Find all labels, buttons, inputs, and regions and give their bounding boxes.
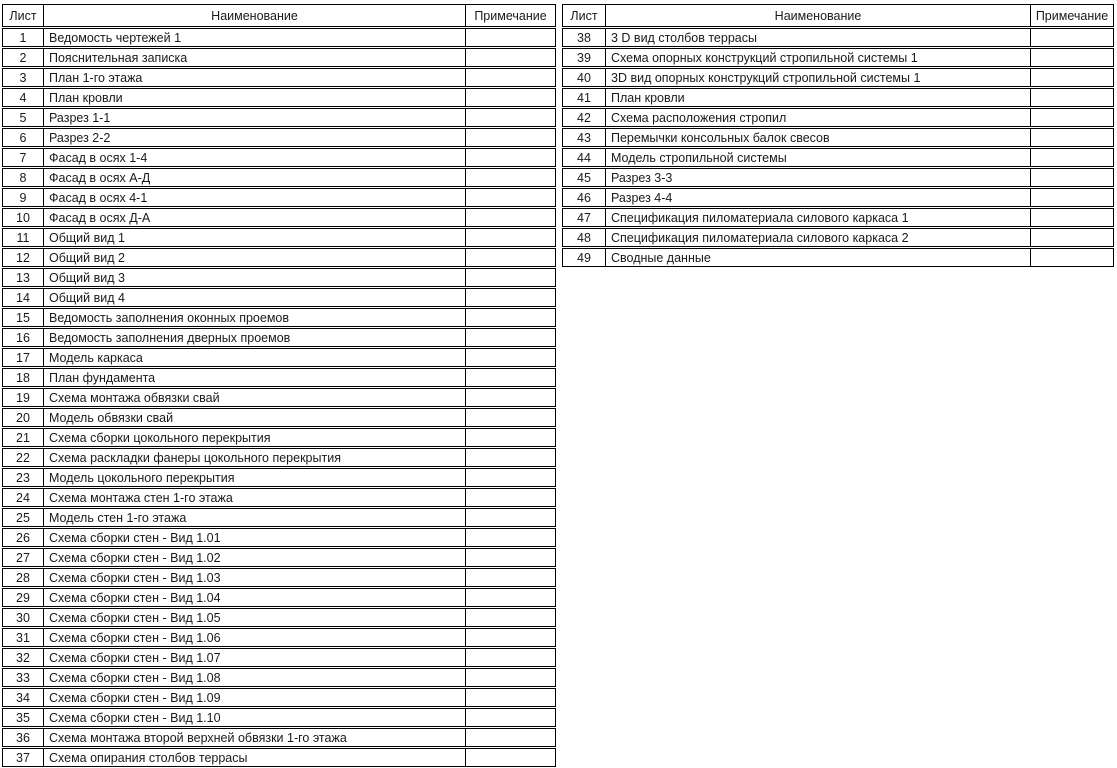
table-row: [2, 728, 556, 747]
sheet-name-cell: Схема сборки стен - Вид 1.04: [44, 588, 466, 607]
sheet-note-cell: [466, 88, 556, 107]
sheet-number-cell: 22: [2, 448, 44, 467]
sheet-name-cell: Модель стропильной системы: [606, 148, 1031, 167]
sheet-number-cell: 4: [2, 88, 44, 107]
sheet-note-cell: [466, 548, 556, 567]
sheet-name-cell: Общий вид 1: [44, 228, 466, 247]
sheet-note-cell: [466, 108, 556, 127]
sheet-number-cell: 25: [2, 508, 44, 527]
table-row: [2, 388, 556, 407]
sheet-name-cell: Модель стен 1-го этажа: [44, 508, 466, 527]
sheet-note-cell: [466, 648, 556, 667]
table-row: [2, 588, 556, 607]
sheet-note-cell: [1031, 108, 1114, 127]
table-row: [562, 248, 1114, 267]
table-row: [2, 648, 556, 667]
sheet-note-cell: [466, 608, 556, 627]
sheet-number-cell: 37: [2, 748, 44, 767]
sheet-note-cell: [466, 688, 556, 707]
sheet-note-cell: [466, 128, 556, 147]
sheet-note-cell: [466, 428, 556, 447]
sheet-name-cell: 3 D вид столбов террасы: [606, 28, 1031, 47]
sheet-note-cell: [1031, 188, 1114, 207]
table-row: [2, 208, 556, 227]
sheet-name-cell: Модель каркаса: [44, 348, 466, 367]
sheet-note-cell: [466, 508, 556, 527]
sheet-note-cell: [466, 488, 556, 507]
sheet-name-cell: Сводные данные: [606, 248, 1031, 267]
table-row: [562, 188, 1114, 207]
sheet-note-cell: [1031, 248, 1114, 267]
sheet-name-cell: Схема опорных конструкций стропильной системы 1: [606, 48, 1031, 67]
sheet-name-cell: Разрез 1-1: [44, 108, 466, 127]
table-row: [2, 668, 556, 687]
table-row: [562, 128, 1114, 147]
sheet-number-cell: 18: [2, 368, 44, 387]
sheet-name-cell: Модель обвязки свай: [44, 408, 466, 427]
sheet-number-cell: 12: [2, 248, 44, 267]
sheet-note-cell: [466, 368, 556, 387]
table-row: [2, 328, 556, 347]
sheet-number-cell: 20: [2, 408, 44, 427]
table-row: [2, 68, 556, 87]
column-header-note: Примечание: [466, 4, 556, 27]
sheet-number-cell: 19: [2, 388, 44, 407]
sheet-name-cell: Схема опирания столбов террасы: [44, 748, 466, 767]
sheet-name-cell: Ведомость заполнения оконных проемов: [44, 308, 466, 327]
column-header-sheet: Лист: [2, 4, 44, 27]
sheet-number-cell: 16: [2, 328, 44, 347]
sheet-note-cell: [466, 348, 556, 367]
sheet-name-cell: План 1-го этажа: [44, 68, 466, 87]
table-row: [2, 248, 556, 267]
sheet-name-cell: Фасад в осях Д-А: [44, 208, 466, 227]
sheet-number-cell: 38: [562, 28, 606, 47]
table-row: [2, 228, 556, 247]
sheet-note-cell: [466, 228, 556, 247]
sheet-number-cell: 44: [562, 148, 606, 167]
sheet-name-cell: Схема сборки цокольного перекрытия: [44, 428, 466, 447]
sheet-name-cell: Схема сборки стен - Вид 1.03: [44, 568, 466, 587]
sheet-note-cell: [466, 148, 556, 167]
table-row: [2, 88, 556, 107]
table-row: [562, 108, 1114, 127]
table-row: [562, 28, 1114, 47]
sheet-name-cell: Ведомость чертежей 1: [44, 28, 466, 47]
sheet-note-cell: [466, 728, 556, 747]
sheet-note-cell: [466, 328, 556, 347]
sheet-name-cell: Разрез 2-2: [44, 128, 466, 147]
sheet-name-cell: Схема сборки стен - Вид 1.07: [44, 648, 466, 667]
sheet-note-cell: [466, 668, 556, 687]
sheet-note-cell: [466, 748, 556, 767]
table-row: [2, 108, 556, 127]
sheet-number-cell: 48: [562, 228, 606, 247]
sheet-name-cell: План фундамента: [44, 368, 466, 387]
table-row: [2, 148, 556, 167]
sheet-number-cell: 27: [2, 548, 44, 567]
sheet-number-cell: 33: [2, 668, 44, 687]
sheet-name-cell: Ведомость заполнения дверных проемов: [44, 328, 466, 347]
table-header-row: [562, 4, 1114, 27]
table-row: [2, 708, 556, 727]
sheet-list-table-right: [562, 4, 1114, 268]
sheet-name-cell: Спецификация пиломатериала силового каркаса 1: [606, 208, 1031, 227]
table-row: [2, 548, 556, 567]
column-header-sheet: Лист: [562, 4, 606, 27]
table-row: [2, 428, 556, 447]
table-row: [562, 228, 1114, 247]
sheet-name-cell: Схема сборки стен - Вид 1.05: [44, 608, 466, 627]
sheet-note-cell: [466, 408, 556, 427]
sheet-number-cell: 14: [2, 288, 44, 307]
sheet-number-cell: 42: [562, 108, 606, 127]
table-row: [2, 448, 556, 467]
sheet-name-cell: Схема сборки стен - Вид 1.06: [44, 628, 466, 647]
sheet-number-cell: 31: [2, 628, 44, 647]
sheet-note-cell: [1031, 88, 1114, 107]
sheet-note-cell: [466, 48, 556, 67]
sheet-number-cell: 28: [2, 568, 44, 587]
sheet-note-cell: [1031, 28, 1114, 47]
sheet-name-cell: Общий вид 2: [44, 248, 466, 267]
table-row: [562, 48, 1114, 67]
sheet-note-cell: [466, 708, 556, 727]
table-row: [562, 148, 1114, 167]
sheet-number-cell: 47: [562, 208, 606, 227]
sheet-number-cell: 39: [562, 48, 606, 67]
sheet-name-cell: Схема монтажа стен 1-го этажа: [44, 488, 466, 507]
column-header-note: Примечание: [1031, 4, 1114, 27]
sheet-name-cell: Схема монтажа обвязки свай: [44, 388, 466, 407]
sheet-name-cell: Пояснительная записка: [44, 48, 466, 67]
column-header-name: Наименование: [44, 4, 466, 27]
sheet-number-cell: 8: [2, 168, 44, 187]
sheet-name-cell: Схема сборки стен - Вид 1.01: [44, 528, 466, 547]
sheet-name-cell: Схема сборки стен - Вид 1.02: [44, 548, 466, 567]
table-row: [2, 348, 556, 367]
sheet-note-cell: [1031, 208, 1114, 227]
sheet-number-cell: 9: [2, 188, 44, 207]
table-row: [2, 608, 556, 627]
table-row: [2, 288, 556, 307]
table-row: [2, 468, 556, 487]
table-row: [2, 188, 556, 207]
table-row: [2, 308, 556, 327]
table-row: [2, 488, 556, 507]
sheet-number-cell: 1: [2, 28, 44, 47]
sheet-name-cell: Общий вид 4: [44, 288, 466, 307]
table-row: [562, 68, 1114, 87]
sheet-name-cell: Фасад в осях 4-1: [44, 188, 466, 207]
sheet-note-cell: [466, 588, 556, 607]
sheet-note-cell: [466, 188, 556, 207]
sheet-number-cell: 2: [2, 48, 44, 67]
sheet-number-cell: 15: [2, 308, 44, 327]
sheet-number-cell: 35: [2, 708, 44, 727]
sheet-number-cell: 17: [2, 348, 44, 367]
sheet-note-cell: [1031, 128, 1114, 147]
sheet-number-cell: 6: [2, 128, 44, 147]
table-row: [2, 268, 556, 287]
table-row: [2, 628, 556, 647]
sheet-name-cell: Схема сборки стен - Вид 1.09: [44, 688, 466, 707]
sheet-number-cell: 3: [2, 68, 44, 87]
sheet-name-cell: Разрез 3-3: [606, 168, 1031, 187]
sheet-number-cell: 49: [562, 248, 606, 267]
table-row: [2, 528, 556, 547]
sheet-number-cell: 26: [2, 528, 44, 547]
sheet-name-cell: Общий вид 3: [44, 268, 466, 287]
sheet-name-cell: Модель цокольного перекрытия: [44, 468, 466, 487]
sheet-note-cell: [1031, 48, 1114, 67]
sheet-note-cell: [466, 248, 556, 267]
table-row: [562, 168, 1114, 187]
sheet-list-table-left: [2, 4, 556, 768]
sheet-name-cell: Схема сборки стен - Вид 1.10: [44, 708, 466, 727]
table-row: [562, 208, 1114, 227]
sheet-number-cell: 30: [2, 608, 44, 627]
sheet-number-cell: 29: [2, 588, 44, 607]
sheet-note-cell: [466, 208, 556, 227]
table-row: [2, 128, 556, 147]
sheet-note-cell: [466, 388, 556, 407]
sheet-number-cell: 23: [2, 468, 44, 487]
sheet-note-cell: [466, 628, 556, 647]
sheet-note-cell: [1031, 68, 1114, 87]
sheet-number-cell: 36: [2, 728, 44, 747]
sheet-note-cell: [466, 28, 556, 47]
sheet-note-cell: [466, 528, 556, 547]
column-header-name: Наименование: [606, 4, 1031, 27]
sheet-name-cell: 3D вид опорных конструкций стропильной системы 1: [606, 68, 1031, 87]
table-row: [2, 508, 556, 527]
sheet-number-cell: 10: [2, 208, 44, 227]
table-row: [2, 168, 556, 187]
sheet-number-cell: 5: [2, 108, 44, 127]
sheet-number-cell: 40: [562, 68, 606, 87]
sheet-note-cell: [466, 288, 556, 307]
sheet-name-cell: План кровли: [44, 88, 466, 107]
sheet-name-cell: Фасад в осях 1-4: [44, 148, 466, 167]
sheet-note-cell: [1031, 228, 1114, 247]
sheet-note-cell: [466, 468, 556, 487]
sheet-number-cell: 11: [2, 228, 44, 247]
table-row: [2, 408, 556, 427]
table-row: [562, 88, 1114, 107]
sheet-number-cell: 45: [562, 168, 606, 187]
sheet-name-cell: План кровли: [606, 88, 1031, 107]
sheet-number-cell: 24: [2, 488, 44, 507]
sheet-note-cell: [466, 268, 556, 287]
table-row: [2, 48, 556, 67]
sheet-name-cell: Перемычки консольных балок свесов: [606, 128, 1031, 147]
sheet-note-cell: [466, 568, 556, 587]
sheet-name-cell: Схема раскладки фанеры цокольного перекрытия: [44, 448, 466, 467]
sheet-note-cell: [466, 308, 556, 327]
sheet-name-cell: Схема монтажа второй верхней обвязки 1-го этажа: [44, 728, 466, 747]
sheet-number-cell: 7: [2, 148, 44, 167]
sheet-number-cell: 13: [2, 268, 44, 287]
sheet-name-cell: Разрез 4-4: [606, 188, 1031, 207]
table-row: [2, 28, 556, 47]
sheet-number-cell: 46: [562, 188, 606, 207]
sheet-note-cell: [466, 68, 556, 87]
sheet-note-cell: [466, 448, 556, 467]
table-header-row: [2, 4, 556, 27]
sheet-name-cell: Схема расположения стропил: [606, 108, 1031, 127]
sheet-name-cell: Спецификация пиломатериала силового каркаса 2: [606, 228, 1031, 247]
sheet-note-cell: [466, 168, 556, 187]
sheet-number-cell: 21: [2, 428, 44, 447]
table-row: [2, 368, 556, 387]
sheet-name-cell: Схема сборки стен - Вид 1.08: [44, 668, 466, 687]
sheet-number-cell: 34: [2, 688, 44, 707]
table-row: [2, 568, 556, 587]
sheet-number-cell: 43: [562, 128, 606, 147]
sheet-note-cell: [1031, 168, 1114, 187]
sheet-number-cell: 41: [562, 88, 606, 107]
sheet-number-cell: 32: [2, 648, 44, 667]
table-row: [2, 688, 556, 707]
sheet-note-cell: [1031, 148, 1114, 167]
table-row: [2, 748, 556, 767]
sheet-name-cell: Фасад в осях А-Д: [44, 168, 466, 187]
